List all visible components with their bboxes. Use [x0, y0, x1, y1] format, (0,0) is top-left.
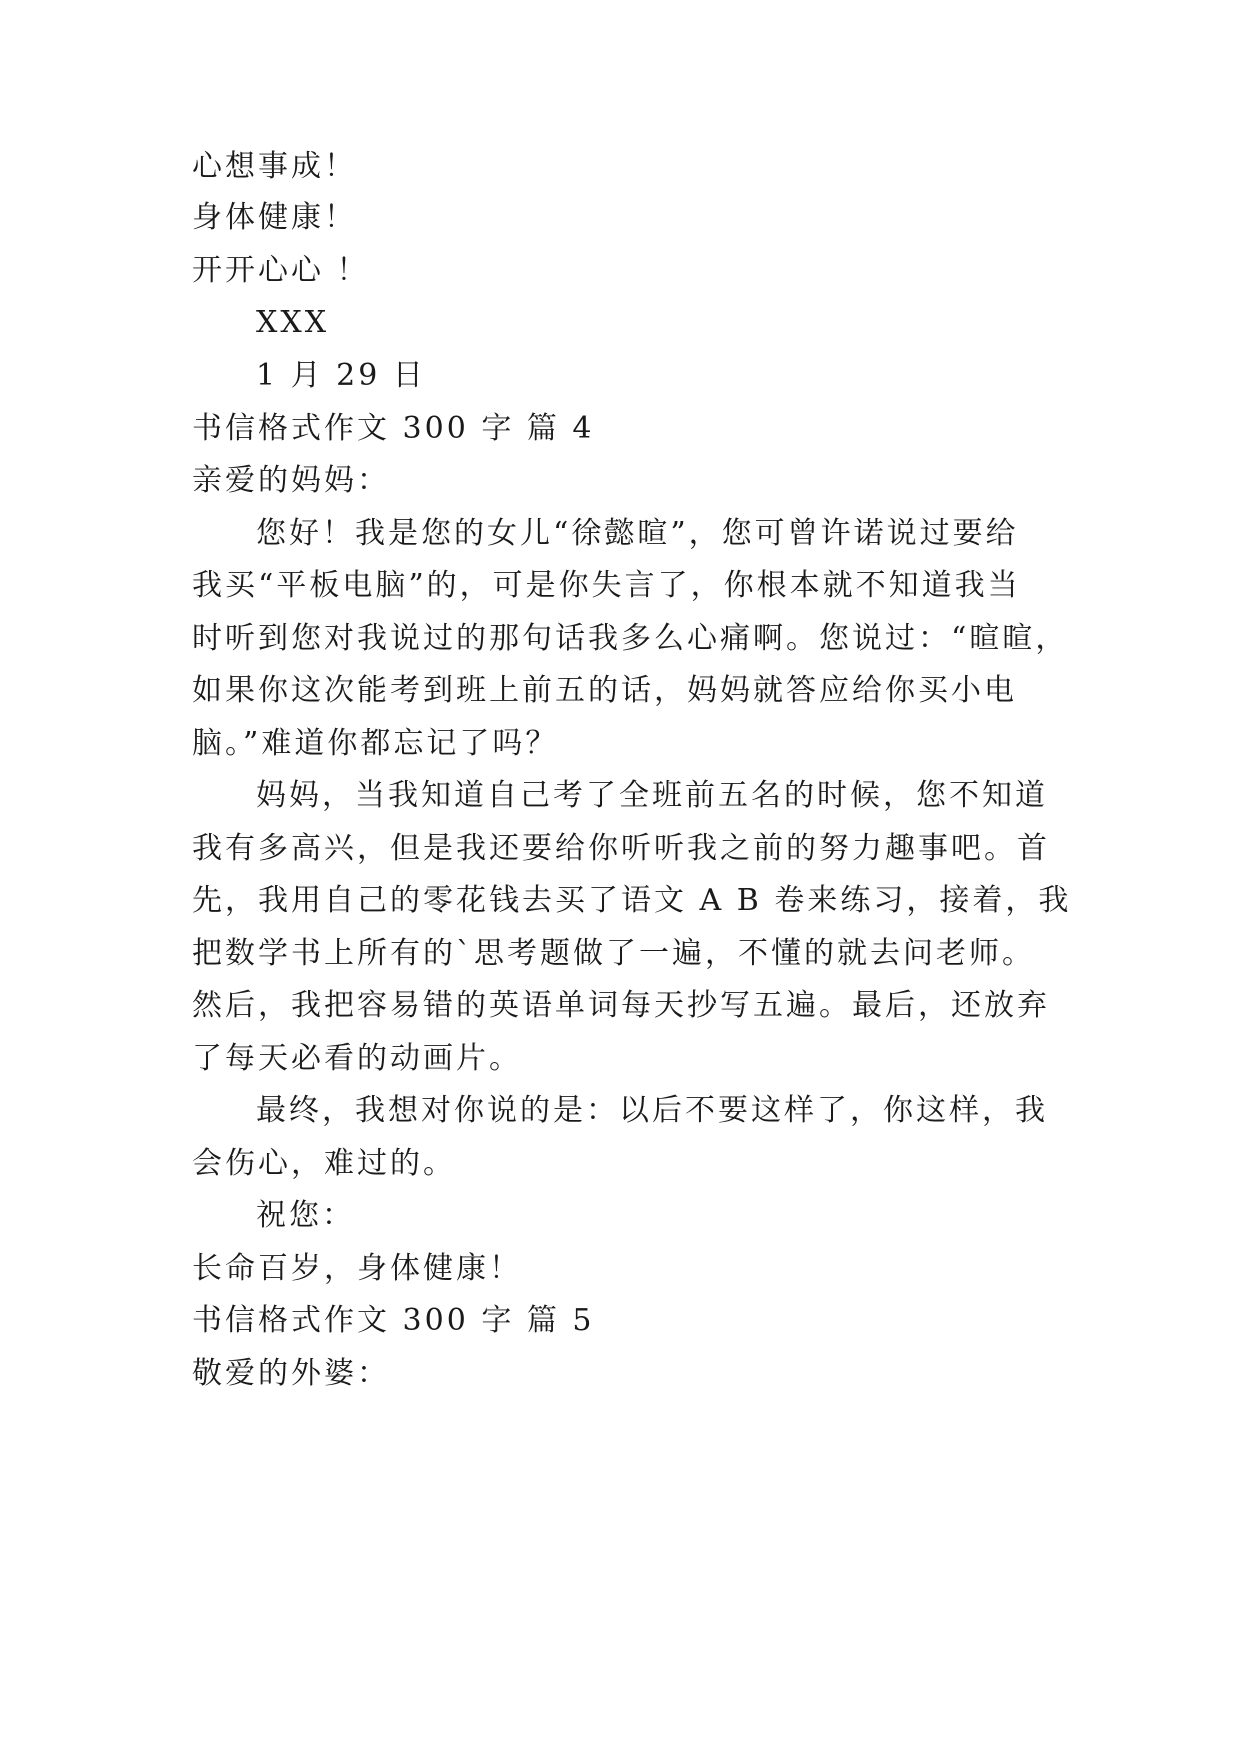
closing-line: 长命百岁，身体健康！	[192, 1251, 522, 1286]
body-line: 您好！我是您的女儿“徐懿暄”，您可曾许诺说过要给	[256, 516, 1019, 551]
salutation: 敬爱的外婆：	[192, 1356, 390, 1391]
body-line: 时听到您对我说过的那句话我多么心痛啊。您说过：“暄暄，	[192, 621, 1069, 656]
body-line: 脑。”难道你都忘记了吗？	[192, 726, 559, 761]
article-heading: 书信格式作文 300 字 篇 5	[192, 1303, 595, 1338]
body-line: 了每天必看的动画片。	[192, 1041, 522, 1076]
body-line: 我有多高兴，但是我还要给你听听我之前的努力趣事吧。首	[192, 831, 1050, 866]
article-heading: 书信格式作文 300 字 篇 4	[192, 411, 595, 446]
closing-wish: 祝您：	[256, 1198, 355, 1233]
body-line: 先，我用自己的零花钱去买了语文 A B 卷来练习，接着，我	[192, 883, 1072, 918]
body-line: 如果你这次能考到班上前五的话，妈妈就答应给你买小电	[192, 673, 1017, 708]
closing-line: 心想事成！	[192, 149, 357, 184]
letter-date: 1 月 29 日	[256, 358, 426, 393]
signature: XXX	[256, 305, 330, 340]
body-line: 会伤心，难过的。	[192, 1146, 456, 1181]
body-line: 我买“平板电脑”的，可是你失言了，你根本就不知道我当	[192, 568, 1021, 603]
body-line: 最终，我想对你说的是：以后不要这样了，你这样，我	[256, 1093, 1048, 1128]
salutation: 亲爱的妈妈：	[192, 463, 390, 498]
body-line: 然后，我把容易错的英语单词每天抄写五遍。最后，还放弃	[192, 988, 1050, 1023]
body-line: 妈妈，当我知道自己考了全班前五名的时候，您不知道	[256, 778, 1048, 813]
body-line: 把数学书上所有的`思考题做了一遍，不懂的就去问老师。	[192, 936, 1035, 971]
closing-line: 身体健康！	[192, 200, 357, 235]
closing-line: 开开心心 ！	[192, 253, 370, 288]
